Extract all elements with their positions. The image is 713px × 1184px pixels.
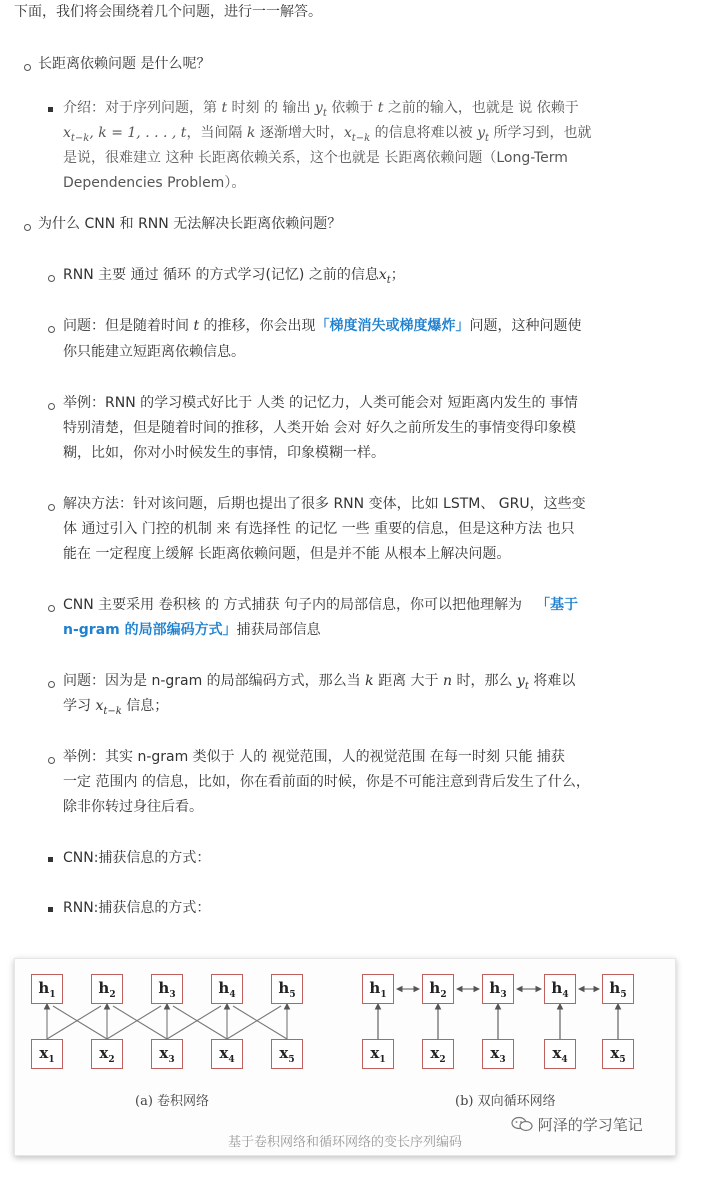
cnn-point-2-text: 距离 大于 (378, 673, 439, 689)
rnn-x-node-2: $x_2$ (422, 1039, 454, 1069)
rnn-point-2-text: 问题，这种问题使 (469, 318, 582, 334)
q1-desc-label: 介绍： (63, 100, 105, 116)
rnn-x-node-4: $x_4$ (544, 1039, 576, 1069)
wechat-icon (511, 1116, 533, 1132)
rnn-capture-label: RNN:捕获信息的方式： (63, 900, 211, 916)
cnn-point-3-line3: 除非你转过身往后看。 (63, 799, 203, 815)
rnn-h-node-2: $h_2$ (422, 974, 454, 1004)
caption-conv: (a) 卷积网络 (135, 1094, 210, 1109)
cnn-point-2-line1 (63, 671, 575, 697)
rnn-point-3-line3: 糊，比如，你对小时候发生的事情，印象模糊一样。 (63, 445, 385, 461)
cnn-point-3-line2: 一定 范围内 的信息，比如，你在看前面的时候，你是不可能注意到背后发生了什么， (63, 774, 590, 790)
conv-h-node-2: $h_2$ (91, 974, 123, 1004)
rnn-point-1-tail: ； (390, 267, 405, 283)
bullet-circle (24, 64, 31, 71)
bullet-circle (48, 504, 55, 511)
math-t: t (193, 318, 200, 334)
cnn-point-2-text: 信息； (126, 698, 169, 714)
rnn-point-4-line2: 体 通过引入 门控的机制 来 有选择性 的记忆 一些 重要的信息，但是这种方法 也只 (63, 521, 575, 537)
math-k: k (246, 125, 256, 141)
figure-caption: 基于卷积网络和循环网络的变长序列编码 (227, 1135, 462, 1150)
bullet-circle (24, 224, 31, 231)
rnn-point-1-text: RNN 主要 通过 循环 的方式学习(记忆) 之前的信息 (63, 267, 379, 283)
q1-desc-line4: Dependencies Problem）。 (63, 175, 246, 191)
math-x-tk: $x_{t-k}$, k = 1, . . . , t (63, 125, 187, 144)
math-k: k (365, 673, 374, 689)
rnn-x-node-5: $x_5$ (602, 1039, 634, 1069)
q1-desc-text: 之前的输入，也就是 说 依赖于 (387, 100, 579, 116)
bullet-circle (48, 681, 55, 688)
cnn-point-3-line1: 举例：其实 n-gram 类似于 人的 视觉范围，人的视觉范围 在每一时刻 只能 捕获 (63, 749, 565, 765)
figure-card (14, 958, 676, 1156)
rnn-h-node-1: $h_1$ (362, 974, 394, 1004)
conv-x-node-1: $x_1$ (31, 1039, 63, 1069)
bullet-circle (48, 403, 55, 410)
conv-h-node-4: $h_4$ (211, 974, 243, 1004)
q1-desc-text: 对于序列问题，第 (105, 100, 217, 116)
highlight-ngram: n-gram 的局部编码方式」 (63, 622, 237, 638)
caption-birnn: (b) 双向循环网络 (455, 1094, 556, 1109)
cnn-capture-label: CNN:捕获信息的方式： (63, 850, 211, 866)
q2-title: 为什么 CNN 和 RNN 无法解决长距离依赖问题？ (38, 216, 342, 232)
q1-desc-text: ，当间隔 (186, 125, 243, 141)
q1-desc-text: 的信息将难以被 (374, 125, 473, 141)
math-x-tk: $x_{t-k}$ (343, 125, 371, 144)
conv-x-node-5: $x_5$ (271, 1039, 303, 1069)
rnn-point-4-line3: 能在 一定程度上缓解 长距离依赖问题，但是并不能 从根本上解决问题。 (63, 546, 511, 562)
conv-h-node-1: $h_1$ (31, 974, 63, 1004)
rnn-h-node-3: $h_3$ (482, 974, 514, 1004)
conv-h-node-5: $h_5$ (271, 974, 303, 1004)
cnn-point-2-text: 学习 (63, 698, 91, 714)
bullet-circle (48, 275, 55, 282)
math-t: t (221, 100, 228, 116)
math-yt: $y_t$ (314, 100, 327, 119)
math-xt: $x_t$ (378, 267, 391, 286)
q1-desc-text: 依赖于 (331, 100, 374, 116)
bullet-circle (48, 757, 55, 764)
q1-title: 长距离依赖问题 是什么呢？ (38, 56, 211, 72)
rnn-h-node-4: $h_4$ (544, 974, 576, 1004)
cnn-point-1-line2 (63, 620, 321, 640)
cnn-point-2-text: 问题：因为是 n-gram 的局部编码方式，那么当 (63, 673, 361, 689)
cnn-point-1-text: 捕获局部信息 (236, 622, 321, 638)
bullet-square (48, 107, 53, 112)
q1-desc-line1 (63, 98, 579, 124)
cnn-point-2-text: 时，那么 (456, 673, 513, 689)
conv-h-node-3: $h_3$ (151, 974, 183, 1004)
rnn-point-2-text: 问题：但是随着时间 (63, 318, 189, 334)
highlight-gradient: 「梯度消失或梯度爆炸」 (315, 318, 470, 334)
math-yt: $y_t$ (477, 125, 490, 144)
bullet-circle (48, 605, 55, 612)
q1-desc-line3: 是说，很难建立 这种 长距离依赖关系，这个也就是 长距离依赖问题（Long-Term (63, 150, 568, 166)
cnn-point-1-text: CNN 主要采用 卷积核 的 方式捕获 句子内的局部信息，你可以把他理解为 (63, 597, 522, 613)
math-t: t (377, 100, 384, 116)
rnn-point-4-line1: 解决方法：针对该问题，后期也提出了很多 RNN 变体，比如 LSTM、 GRU，这些变 (63, 496, 586, 512)
watermark-text: 阿泽的学习笔记 (537, 1116, 643, 1134)
q1-desc-text: 逐渐增大时， (259, 125, 344, 141)
rnn-point-1 (63, 265, 405, 291)
cnn-point-2-line2 (63, 696, 168, 722)
conv-x-node-4: $x_4$ (211, 1039, 243, 1069)
math-n: n (442, 673, 453, 689)
rnn-point-3-line1: 举例：RNN 的学习模式好比于 人类 的记忆力，人类可能会对 短距离内发生的 事情 (63, 395, 578, 411)
bullet-circle (48, 326, 55, 333)
bullet-square (48, 857, 53, 862)
cnn-point-1-line1 (63, 595, 578, 615)
cnn-point-2-text: 将难以 (533, 673, 576, 689)
rnn-point-3-line2: 特别清楚，但是随着时间的推移，人类开始 会对 好久之前所发生的事情变得印象模 (63, 420, 576, 436)
q1-desc-text: 所学习到，也就 (493, 125, 592, 141)
conv-x-node-2: $x_2$ (91, 1039, 123, 1069)
rnn-x-node-3: $x_3$ (482, 1039, 514, 1069)
rnn-x-node-1: $x_1$ (362, 1039, 394, 1069)
rnn-point-2-text: 的推移，你会出现 (203, 318, 316, 334)
q1-desc-text: 时刻 的 输出 (231, 100, 311, 116)
rnn-point-2-line2: 你只能建立短距离依赖信息。 (63, 344, 245, 360)
conv-x-node-3: $x_3$ (151, 1039, 183, 1069)
math-x-tk: $x_{t-k}$ (95, 698, 122, 717)
conv-edges (47, 1004, 287, 1039)
rnn-point-2-line1 (63, 316, 582, 336)
highlight-ngram: 「基于 (535, 597, 578, 613)
rnn-h-node-5: $h_5$ (602, 974, 634, 1004)
q1-desc-line2 (63, 123, 592, 149)
math-yt: $y_t$ (516, 673, 529, 692)
intro-text: 下面，我们将会围绕着几个问题，进行一一解答。 (14, 4, 322, 20)
bullet-square (48, 907, 53, 912)
